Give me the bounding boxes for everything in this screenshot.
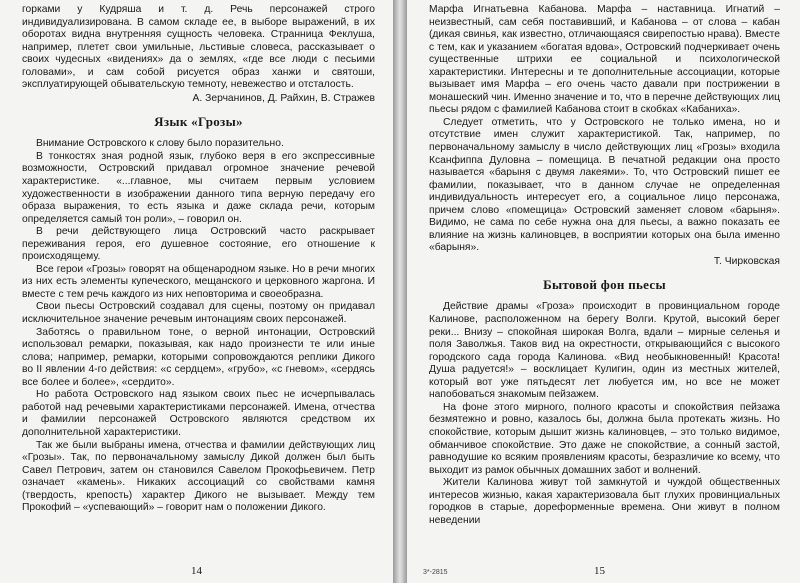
paragraph: Следует отметить, что у Островского не только имена, но и отсутствие имен служит характеристикой. Так, например, по первоначальному замыслу в число действующих лиц «Грозы» входила Ксанфиппа Дуловна – помещица. В печатной редакции она просто называется «барыня с двумя лакеями». То, что Островский пишет ее фамилии, показывает, что в данном случае не определенная индивидуальность интересует его, а социальное лицо персонажа, причем слово «помещица» Островский заменяет словом «барыня». Видимо, не сама по себе нужна она для пьесы, а важно показать ее влияние на жизнь калиновцев, в восприятии которых она была именно «барыня». bbox=[429, 116, 780, 254]
paragraph: Действие драмы «Гроза» происходит в провинциальном городе Калинове, расположенном на берегу Волги. Крутой, высокий берег реки... Внизу – спокойная широкая Волга, вдали – мирные селенья и поля Заволжья. Таков вид на окрестности, открывающийся с высокого городского сада города Калинова. «Вид необыкновенный! Красота! Душа радуется!» – восклицает Кулигин, один из местных жителей, который вот уже пятьдесят лет любуется им, но все не может напобоваться знакомым пейзажем. bbox=[429, 301, 780, 401]
paragraph: Марфа Игнатьевна Кабанова. Марфа – наставница. Игнатий – неизвестный, сам себя поставивший, и Кабанова – от слова – кабан (дикая свинья, как известно, отличающаяся свирепостью нрава). Вместе с тем, как и указанием «богатая вдова», Островский подчеркивает очень существенные штрихи ее социальной и психологической характеристики. Интересны и те дополнительные ассоциации, которые вызывает имя Марфа – его очень часто давали при пострижении в монашеский чин. Именно значение и то, что в перечне действующих лиц пьесы рядом с фамилией Кабанова стоит в скобках «Кабаниха». bbox=[429, 4, 780, 116]
book-gutter bbox=[393, 0, 407, 583]
paragraph: В тонкостях зная родной язык, глубоко веря в его экспрессивные возможности, Островский придавал огромное значение речевой характеристике. «...главное, мы считаем первым условием художественности в изображении данного типа верную передачу его образа выражения, то есть языка и даже склада речи, которым определяется самый тон роли», – говорил он. bbox=[22, 150, 375, 225]
paragraph: Свои пьесы Островский создавал для сцены, поэтому он придавал исключительное значение речевым интонациям своих персонажей. bbox=[22, 301, 375, 326]
paragraph: Жители Калинова живут той замкнутой и чуждой общественных интересов жизнью, какая характеризовала быт глухих провинциальных городков в старые, дореформенные времена. Они живут в полном неведении bbox=[429, 477, 780, 526]
paragraph: На фоне этого мирного, полного красоты и спокойствия пейзажа безмятежно и ровно, казалось бы, должна была протекать жизнь. Но спокойствие, которым дышит жизнь калиновцев, – это только видимое, обманчивое спокойствие. Это даже не спокойствие, а сонный застой, равнодушие ко всяким проявлениям красоты, безразличие ко всему, что выходит из рамок обычных домашних забот и волнений. bbox=[429, 401, 780, 476]
paragraph: горками у Кудряша и т. д. Речь персонажей строго индивидуализирована. В самом складе ее, в выборе выражений, в их оборотах видна внутренняя сущность человека. Странница Феклуша, например, плетет свои умильные, льстивые словеса, рассказывает о своих чудесных «видениях» да о землях, «где все люди с песьими головами», и сам собой рисуется образ ханжи и святоши, эксплуатирующей обывательскую темноту, невежество и отсталость. bbox=[22, 4, 375, 91]
paragraph: Заботясь о правильном тоне, о верной интонации, Островский использовал ремарки, показывая, как надо произнести те или иные слова; например, ремарки, которыми сопровождаются реплики Дикого во II явлении 4-го действия: «с сердцем», «грубо», «с гневом», «сердясь все более и более», «сердито». bbox=[22, 326, 375, 388]
citation-author: Т. Чирковская bbox=[713, 255, 780, 267]
paragraph: В речи действующего лица Островский часто раскрывает переживания героя, его душевное состояние, его отношение к происходящему. bbox=[22, 226, 375, 263]
left-page bbox=[0, 0, 393, 583]
page-number: 14 bbox=[191, 565, 202, 577]
right-page bbox=[407, 0, 800, 583]
paragraph: Внимание Островского к слову было поразительно. bbox=[36, 138, 284, 150]
paragraph: Но работа Островского над языком своих пьес не исчерпывалась работой над речевыми характеристиками персонажей. Имена, отчества и фамилии персонажей Островского являются средством их дополнительной характеристики. bbox=[22, 389, 375, 438]
page-number: 15 bbox=[594, 565, 605, 577]
section-heading: Язык «Грозы» bbox=[154, 114, 243, 130]
section-heading: Бытовой фон пьесы bbox=[543, 277, 666, 293]
paragraph: Все герои «Грозы» говорят на общенародном языке. Но в речи многих из них есть элементы купеческого, мещанского и церковного жаргона. И вместе с тем речь каждого из них неповторима и своеобразна. bbox=[22, 263, 375, 300]
paragraph: Так же были выбраны имена, отчества и фамилии действующих лиц «Грозы». Так, по первоначальному замыслу Дикой должен был быть Савел Петрович, затем он становился Савелом Прокофьевичем. Петр означает «камень». Никаких ассоциаций со свойствами камня (твердость, крепость) характер Дикого не вызывает. Между тем Прокофий – «успевающий» – говорит нам о положении Дикого. bbox=[22, 439, 375, 514]
signature-mark: 3*-2815 bbox=[423, 569, 448, 576]
citation-authors: А. Зерчанинов, Д. Райхин, В. Стражев bbox=[192, 92, 375, 104]
